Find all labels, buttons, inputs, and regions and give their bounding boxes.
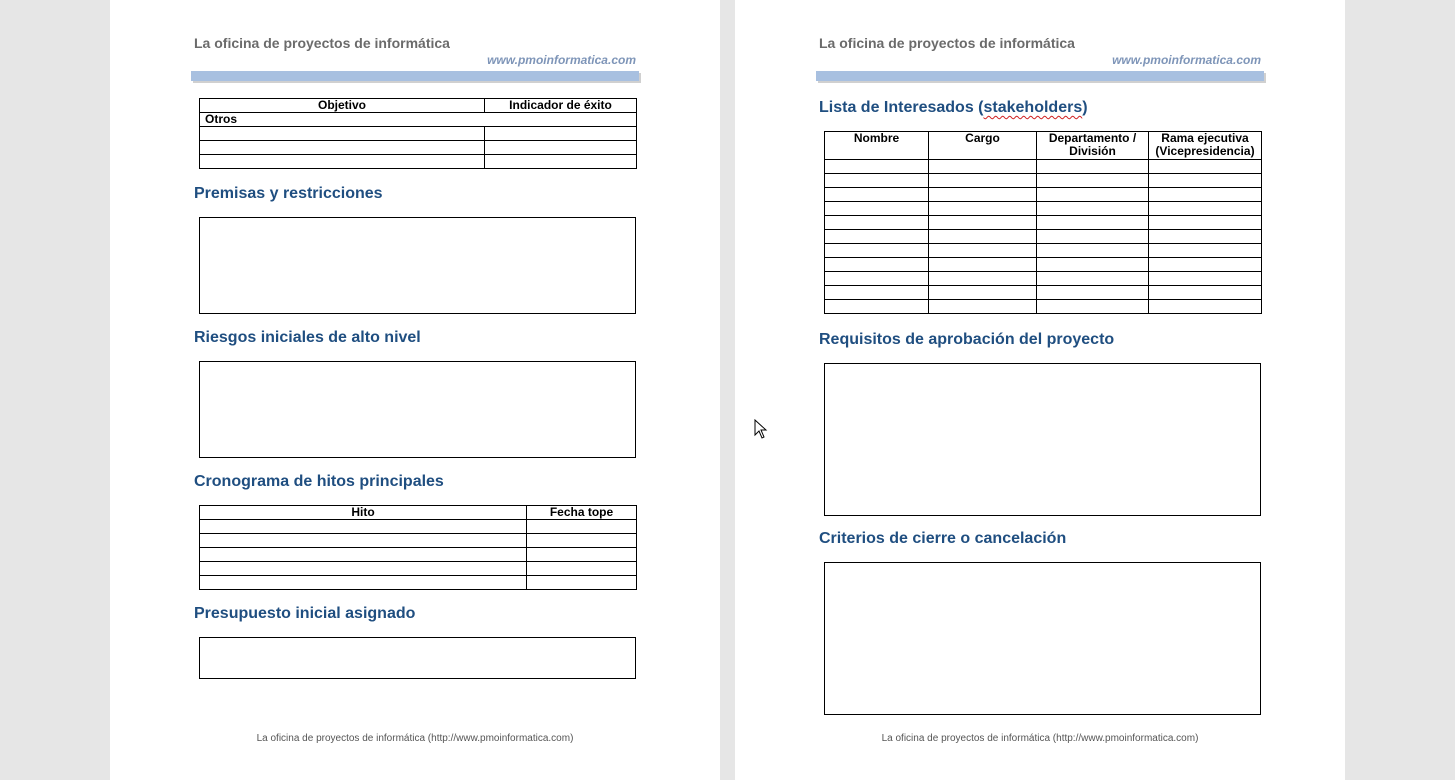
- heading-stakeholders-prefix: Lista de Interesados (: [819, 99, 984, 116]
- col-header-objetivo: Objetivo: [200, 99, 485, 113]
- table-row: [200, 534, 637, 548]
- document-page-right: [735, 0, 1345, 780]
- table-row[interactable]: [825, 174, 1262, 188]
- table-row[interactable]: [825, 244, 1262, 258]
- table-cell[interactable]: [929, 300, 1037, 314]
- table-row: [200, 155, 637, 169]
- table-cell[interactable]: [200, 534, 527, 548]
- heading-stakeholders: [819, 99, 1088, 117]
- footer-text: La oficina de proyectos de informática (http://www.pmoinformatica.com): [881, 733, 1199, 744]
- table-cell[interactable]: [200, 562, 527, 576]
- table-cell[interactable]: [200, 141, 485, 155]
- premises-box[interactable]: [199, 217, 636, 314]
- col-header-hito: Hito: [200, 506, 527, 520]
- table-cell[interactable]: [1149, 174, 1262, 188]
- header-bar: [191, 71, 639, 81]
- table-cell[interactable]: [929, 230, 1037, 244]
- table-cell[interactable]: [1149, 188, 1262, 202]
- heading-criterios: Criterios de cierre o cancelación: [819, 530, 1067, 547]
- spellcheck-word-stakeholders[interactable]: stakeholders: [983, 99, 1083, 116]
- table-cell[interactable]: [825, 300, 929, 314]
- table-cell[interactable]: [825, 286, 929, 300]
- table-cell[interactable]: [1149, 244, 1262, 258]
- header-bar: [816, 71, 1264, 81]
- heading-presupuesto: Presupuesto inicial asignado: [194, 605, 416, 622]
- table-row[interactable]: [825, 300, 1262, 314]
- table-cell[interactable]: [1149, 216, 1262, 230]
- table-cell[interactable]: [527, 562, 637, 576]
- budget-box[interactable]: [199, 637, 636, 679]
- table-cell[interactable]: [200, 127, 485, 141]
- table-cell[interactable]: [929, 216, 1037, 230]
- col-header-cargo: Cargo: [929, 132, 1037, 160]
- table-row[interactable]: [825, 202, 1262, 216]
- header-url[interactable]: www.pmoinformatica.com: [487, 53, 636, 67]
- header-title: La oficina de proyectos de informática: [194, 35, 450, 51]
- col-header-rama-ejecutiva: Rama ejecutiva (Vicepresidencia): [1149, 132, 1262, 160]
- col-header-fecha-tope: Fecha tope: [527, 506, 637, 520]
- table-cell[interactable]: [825, 174, 929, 188]
- table-cell[interactable]: [527, 534, 637, 548]
- col-header-indicador: Indicador de éxito: [485, 99, 637, 113]
- table-cell[interactable]: [527, 520, 637, 534]
- table-cell[interactable]: [1149, 272, 1262, 286]
- table-cell[interactable]: [1037, 174, 1149, 188]
- approval-box[interactable]: [824, 363, 1261, 516]
- otros-label: Otros: [200, 113, 637, 127]
- stakeholders-table[interactable]: [824, 131, 1262, 314]
- document-page-left: [110, 0, 720, 780]
- table-cell[interactable]: [1037, 160, 1149, 174]
- table-row[interactable]: [825, 258, 1262, 272]
- table-row[interactable]: [825, 216, 1262, 230]
- table-cell[interactable]: [825, 230, 929, 244]
- table-cell[interactable]: [929, 258, 1037, 272]
- table-cell[interactable]: [527, 548, 637, 562]
- header-url[interactable]: www.pmoinformatica.com: [1112, 53, 1261, 67]
- table-cell[interactable]: [929, 244, 1037, 258]
- table-row[interactable]: [825, 272, 1262, 286]
- table-cell[interactable]: [825, 160, 929, 174]
- table-row: [200, 127, 637, 141]
- table-cell[interactable]: [1149, 286, 1262, 300]
- table-row: [200, 562, 637, 576]
- table-cell[interactable]: [825, 202, 929, 216]
- table-cell[interactable]: [825, 244, 929, 258]
- table-cell[interactable]: [1037, 286, 1149, 300]
- table-cell[interactable]: [929, 188, 1037, 202]
- table-cell[interactable]: [1149, 160, 1262, 174]
- footer-text: La oficina de proyectos de informática (http://www.pmoinformatica.com): [256, 733, 574, 744]
- table-cell[interactable]: [825, 258, 929, 272]
- header-title: La oficina de proyectos de informática: [819, 35, 1075, 51]
- table-cell[interactable]: [825, 272, 929, 286]
- table-cell[interactable]: [929, 202, 1037, 216]
- table-row[interactable]: [825, 286, 1262, 300]
- heading-riesgos: Riesgos iniciales de alto nivel: [194, 329, 421, 346]
- table-row[interactable]: [825, 160, 1262, 174]
- col-header-departamento: Departamento / División: [1037, 132, 1149, 160]
- table-cell[interactable]: [1037, 300, 1149, 314]
- table-cell[interactable]: [485, 155, 637, 169]
- table-cell[interactable]: [485, 141, 637, 155]
- table-cell[interactable]: [1149, 300, 1262, 314]
- heading-premisas: Premisas y restricciones: [194, 185, 383, 202]
- table-row: [200, 141, 637, 155]
- mouse-pointer-icon: [754, 419, 768, 439]
- table-cell[interactable]: [485, 127, 637, 141]
- closure-box[interactable]: [824, 562, 1261, 715]
- table-cell[interactable]: [929, 174, 1037, 188]
- table-cell[interactable]: [1037, 244, 1149, 258]
- table-cell[interactable]: [527, 576, 637, 590]
- table-row: [200, 576, 637, 590]
- table-cell[interactable]: [1037, 202, 1149, 216]
- risks-box[interactable]: [199, 361, 636, 458]
- table-cell[interactable]: [1037, 216, 1149, 230]
- heading-requisitos: Requisitos de aprobación del proyecto: [819, 331, 1115, 348]
- table-row[interactable]: [825, 230, 1262, 244]
- table-cell[interactable]: [200, 155, 485, 169]
- table-cell[interactable]: [929, 272, 1037, 286]
- table-cell[interactable]: [200, 548, 527, 562]
- milestones-table[interactable]: [199, 505, 637, 590]
- table-cell[interactable]: [200, 520, 527, 534]
- table-cell[interactable]: [1149, 258, 1262, 272]
- table-cell[interactable]: [825, 216, 929, 230]
- heading-stakeholders-suffix: ): [1082, 99, 1088, 116]
- table-row: [200, 548, 637, 562]
- table-cell[interactable]: [929, 160, 1037, 174]
- table-cell[interactable]: [1037, 258, 1149, 272]
- table-row: [200, 520, 637, 534]
- table-cell[interactable]: [200, 576, 527, 590]
- table-cell[interactable]: [1149, 202, 1262, 216]
- table-cell[interactable]: [1037, 188, 1149, 202]
- table-cell[interactable]: [1037, 272, 1149, 286]
- objectives-table[interactable]: [199, 98, 637, 169]
- heading-cronograma: Cronograma de hitos principales: [194, 473, 444, 490]
- table-cell[interactable]: [1037, 230, 1149, 244]
- table-row[interactable]: [825, 188, 1262, 202]
- table-cell[interactable]: [825, 188, 929, 202]
- table-cell[interactable]: [929, 286, 1037, 300]
- table-cell[interactable]: [1149, 230, 1262, 244]
- col-header-nombre: Nombre: [825, 132, 929, 160]
